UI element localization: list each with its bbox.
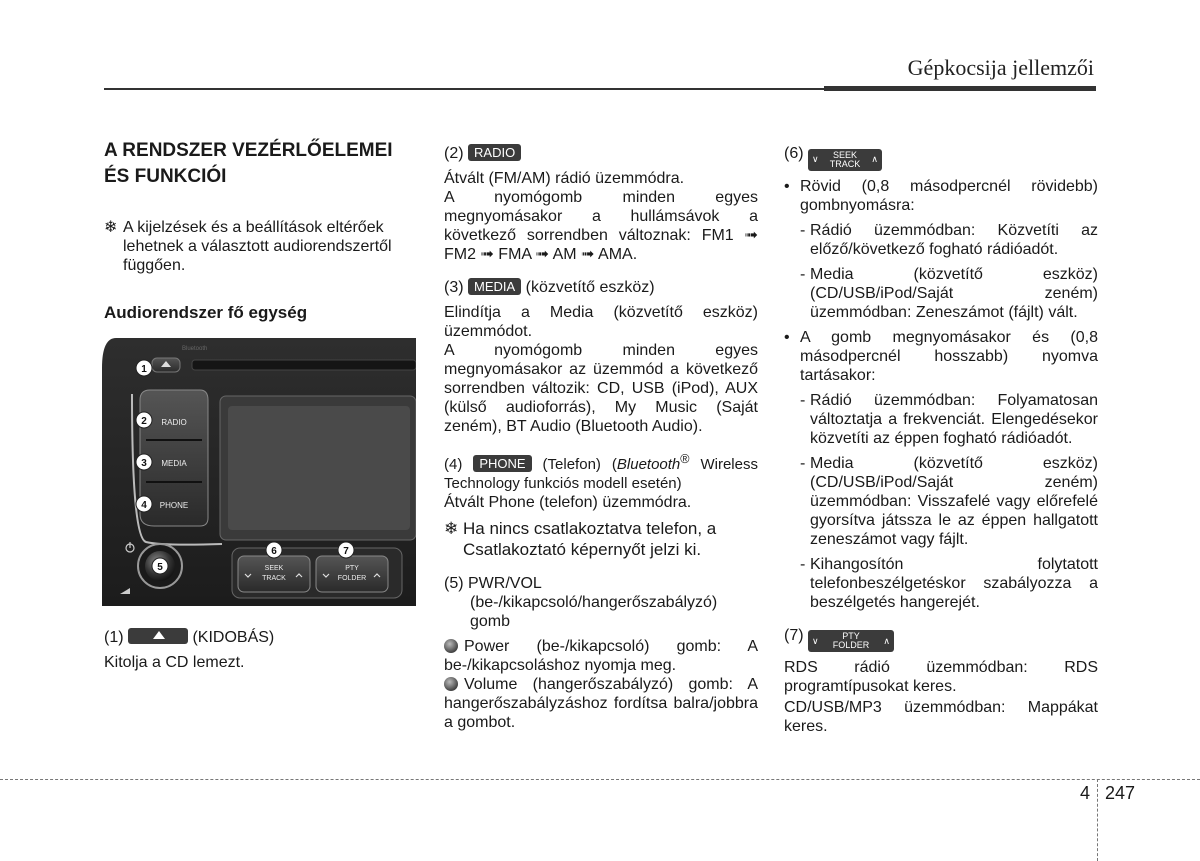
- note-2: ❄ Ha nincs csatlakoztatva telefon, a Csatlakoztató képernyőt jelzi ki.: [444, 519, 717, 559]
- media-pill: MEDIA: [468, 278, 521, 295]
- item-3-text: A nyomógomb minden egyes megnyomásakor az üzemmód a következő sorrendben változik: CD, USB (iPod), AUX (külső audioforrás), My Music (Saját zeném), BT Audio (Bluetooth Audio).: [444, 342, 758, 435]
- item-5-power: Power (be-/kikapcsoló) gomb: A be-/kikapcsoláshoz nyomja meg.: [444, 638, 758, 674]
- audio-unit-svg: [102, 338, 416, 606]
- section-title: A RENDSZER VEZÉRLŐELEMEI ÉS FUNKCIÓI: [104, 140, 393, 187]
- item-4-text: Átvált Phone (telefon) üzemmódra.: [444, 494, 692, 511]
- column-2: [444, 138, 758, 738]
- item-5-volume: Volume (hangerőszabályzó) gomb: A hangerőszabályzáshoz fordítsa balra/jobbra a gombot.: [444, 676, 758, 731]
- chevron-up-icon: ∧: [871, 154, 878, 164]
- page-number: 247: [1105, 783, 1136, 803]
- item-5-title: (5) PWR/VOL: [444, 575, 542, 592]
- knob-icon: [444, 639, 458, 653]
- cd-slot: [192, 360, 416, 370]
- item-7-head: (7) ∨ PTY FOLDER ∧: [784, 626, 1098, 653]
- phone-pill: PHONE: [473, 455, 531, 472]
- note-mark: ❄: [104, 219, 118, 236]
- subsection-title: Audiorendszer fő egység: [104, 303, 308, 322]
- callout-4: 4: [141, 500, 147, 511]
- callout-7: 7: [343, 546, 349, 557]
- seek-track-pill: ∨ SEEK TRACK ∧: [808, 149, 882, 171]
- svg-text:TRACK: TRACK: [262, 575, 286, 582]
- chevron-up-icon: ∧: [883, 635, 890, 646]
- bullet-2-sub-3: - Kihangosítón folytatott telefonbeszélgetéskor szabályozza a beszélgetés hangerejét.: [800, 555, 1098, 611]
- item-5-sub: (be-/kikapcsoló/hangerőszabályzó) gomb: [470, 594, 718, 630]
- bullet-1-sub-2: - Media (közvetítő eszköz) (CD/USB/iPod/Saját zeném) üzemmódban: Zeneszámot (fájlt) vált.: [800, 265, 1098, 321]
- knob-icon: [444, 677, 458, 691]
- header-rule-accent: [824, 86, 1096, 91]
- callout-5: 5: [157, 562, 163, 573]
- chevron-down-icon: ∨: [812, 635, 819, 646]
- item-7-text-1: RDS rádió üzemmódban: RDS programtípusokat keres.: [784, 659, 1098, 695]
- item-2-text: A nyomógomb minden egyes megnyomásakor a hullámsávok a következő sorrendben változnak: FM1 ➟ FM2 ➟ FMA ➟ AM ➟ AMA.: [444, 189, 758, 263]
- item-7-text-2: CD/USB/MP3 üzemmódban: Mappákat keres.: [784, 699, 1098, 735]
- note-text: A kijelzések és a beállítások eltérőek lehetnek a választott audiorendszertől függően.: [123, 219, 392, 274]
- bullet-2: • A gomb megnyomásakor és (0,8 másodpercnél hosszabb) nyomva tartásakor:: [784, 328, 1098, 384]
- bullet-1-sub-1: - Rádió üzemmódban: Közvetíti az előző/következő fogható rádióadót.: [800, 221, 1098, 258]
- running-header: Gépkocsija jellemzői: [907, 55, 1094, 80]
- item-3-line1: Elindítja a Media (közvetítő eszköz) üzemmódot.: [444, 304, 758, 340]
- radio-pill: RADIO: [468, 144, 521, 161]
- callout-1: 1: [141, 364, 147, 375]
- svg-text:SEEK: SEEK: [264, 565, 284, 572]
- footer-vertical-divider: [1097, 779, 1098, 861]
- item-3-head: (3) MEDIA (közvetítő eszköz): [444, 279, 655, 296]
- column-3: [784, 138, 1098, 742]
- audio-head-unit-illustration: [102, 338, 416, 606]
- callout-2: 2: [141, 416, 147, 427]
- bullet-2-sub-1: - Rádió üzemmódban: Folyamatosan változtatja a frekvenciát. Elengedésekor közvetíti az éppen fogható rádióadót.: [800, 391, 1098, 447]
- svg-text:PTY: PTY: [345, 565, 359, 572]
- phone-button-label: PHONE: [159, 501, 189, 510]
- note: [104, 218, 418, 275]
- item-6-head: (6) ∨ SEEK TRACK ∧: [784, 144, 1098, 171]
- media-button-label: MEDIA: [161, 459, 187, 468]
- callout-3: 3: [141, 458, 147, 469]
- chapter-number: 4: [1080, 783, 1091, 803]
- item-2-line1: Átvált (FM/AM) rádió üzemmódra.: [444, 170, 685, 187]
- eject-pill-icon: [128, 628, 188, 644]
- item-1-text: Kitolja a CD lemezt.: [104, 654, 245, 671]
- callout-6: 6: [271, 546, 277, 557]
- svg-text:FOLDER: FOLDER: [337, 575, 367, 582]
- footer-divider: [0, 779, 1200, 780]
- bullet-1: • Rövid (0,8 másodpercnél rövidebb) gombnyomásra:: [784, 177, 1098, 214]
- item-4-head: (4) PHONE (Telefon) (Bluetooth® Wireless Technology funkciós modell esetén): [444, 452, 758, 492]
- chevron-down-icon: ∨: [812, 154, 819, 164]
- radio-button-label: RADIO: [161, 418, 187, 427]
- pty-folder-pill: ∨ PTY FOLDER ∧: [808, 630, 894, 652]
- item-2-head: (2) RADIO: [444, 144, 758, 163]
- display-screen: [228, 406, 410, 530]
- column-1: [104, 138, 418, 678]
- item-1-head: (1) (KIDOBÁS): [104, 629, 275, 646]
- bluetooth-mark: Bluetooth: [182, 346, 208, 352]
- bullet-2-sub-2: - Media (közvetítő eszköz) (CD/USB/iPod/Saját zeném) üzemmódban: Visszafelé vagy előrefelé gyorsítva játssza le az éppen hallgatott zeneszámot vagy fájlt.: [800, 454, 1098, 548]
